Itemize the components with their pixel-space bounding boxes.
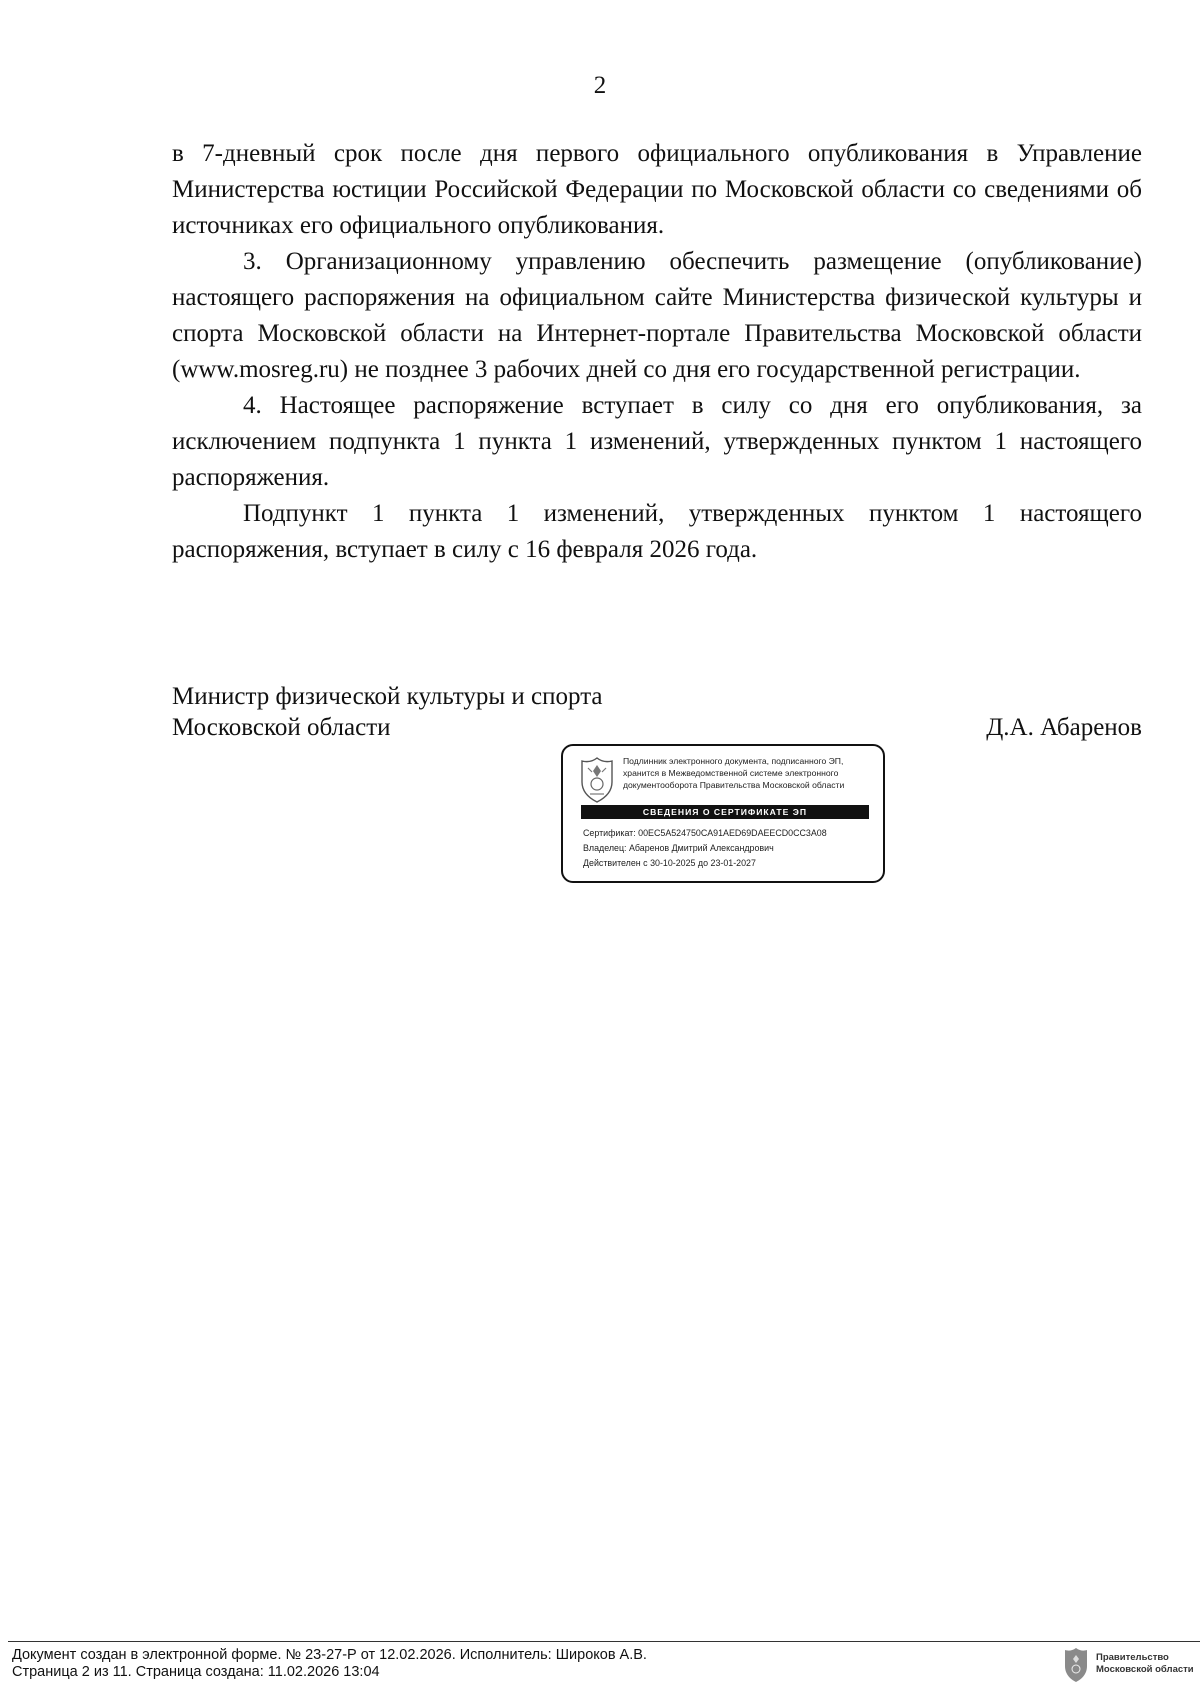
signer-position-line1: Министр физической культуры и спорта bbox=[172, 683, 603, 710]
paragraph-subpoint: Подпункт 1 пункта 1 изменений, утвержденных пунктом 1 настоящего распоряжения, вступает в силу с 16 февраля 2026 года. bbox=[172, 500, 1142, 563]
footer-line-page: Страница 2 из 11. Страница создана: 11.02.2026 13:04 bbox=[12, 1664, 380, 1680]
certificate-owner: Владелец: Абаренов Дмитрий Александрович bbox=[583, 843, 774, 853]
stamp-header-line: хранится в Межведомственной системе электронного bbox=[623, 768, 839, 778]
paragraph-item-4: 4. Настоящее распоряжение вступает в силу со дня его опубликования, за исключением подпункта 1 пункта 1 изменений, утвержденных пунктом 1 настоящего распоряжения. bbox=[172, 392, 1142, 491]
stamp-header-line: документооборота Правительства Московской области bbox=[623, 780, 845, 790]
footer-info bbox=[12, 1647, 647, 1681]
paragraph-continuation: в 7-дневный срок после дня первого официального опубликования в Управление Министерства юстиции Российской Федерации по Московской области со сведениями об источниках его официального опубликования. bbox=[172, 140, 1142, 239]
government-logo bbox=[1062, 1645, 1192, 1685]
certificate-number: Сертификат: 00EC5A524750CA91AED69DAEECD0CC3A08 bbox=[583, 828, 827, 838]
paragraph-item-3: 3. Организационному управлению обеспечить размещение (опубликование) настоящего распоряжения на официальном сайте Министерства физической культуры и спорта Московской области на Интернет-портале Правительства Московской области (www.mosreg.ru) не позднее 3 рабочих дней со дня его государственной регистрации. bbox=[172, 248, 1142, 383]
stamp-details bbox=[583, 826, 873, 871]
coat-of-arms-icon bbox=[578, 756, 616, 804]
stamp-header bbox=[623, 755, 875, 791]
certificate-validity: Действителен с 30-10-2025 до 23-01-2027 bbox=[583, 858, 756, 868]
footer-line-document: Документ создан в электронной форме. № 23-27-Р от 12.02.2026. Исполнитель: Широков А.В. bbox=[12, 1647, 647, 1663]
signature-row bbox=[172, 712, 1142, 743]
logo-text-line1: Правительство bbox=[1096, 1652, 1169, 1663]
electronic-signature-stamp bbox=[561, 744, 885, 883]
logo-text-line2: Московской области bbox=[1096, 1664, 1194, 1675]
stamp-header-line: Подлинник электронного документа, подписанного ЭП, bbox=[623, 756, 844, 766]
logo-text bbox=[1096, 1652, 1194, 1676]
signer-name: Д.А. Абаренов bbox=[986, 714, 1142, 741]
coat-of-arms-icon bbox=[1062, 1647, 1090, 1683]
stamp-banner: СВЕДЕНИЯ О СЕРТИФИКАТЕ ЭП bbox=[581, 805, 869, 819]
footer-divider bbox=[8, 1641, 1200, 1642]
page-number: 2 bbox=[593, 72, 607, 99]
document-body bbox=[172, 136, 1142, 568]
signer-position-line2: Московской области bbox=[172, 714, 391, 741]
signature-block bbox=[172, 681, 1142, 743]
